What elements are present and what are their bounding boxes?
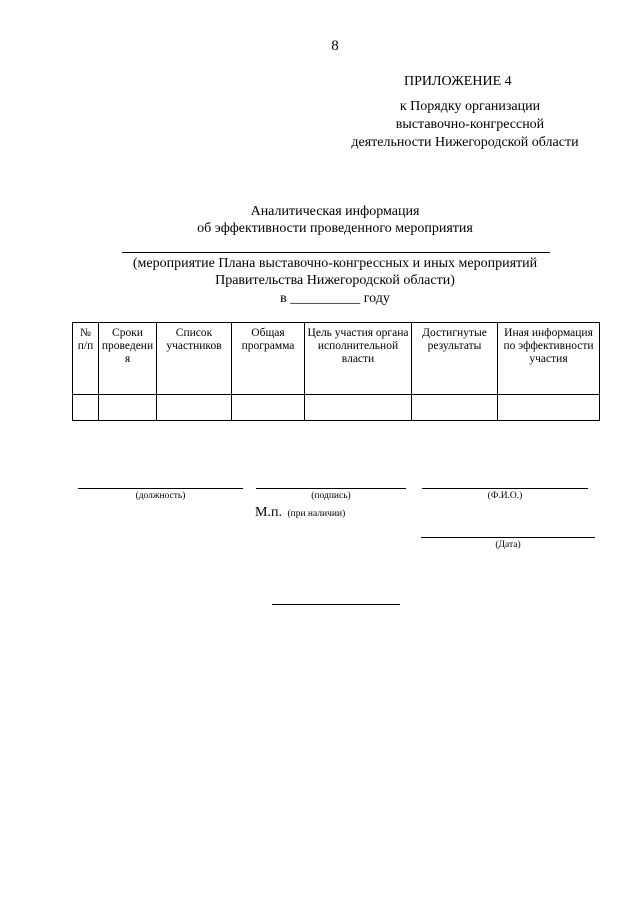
full-name-line [422,488,588,489]
date-label: (Дата) [495,540,521,550]
stamp-note: (при наличии) [287,509,346,519]
date-line [421,537,595,538]
year-line: в __________ году [280,291,390,306]
table-cell [412,395,498,421]
closing-separator-line [272,604,400,605]
column-header-program: Общая программа [232,323,305,395]
event-caption-line-2: Правительства Нижегородской области) [215,273,455,288]
document-title: Аналитическая информация [250,204,420,219]
table-cell [232,395,305,421]
table-row [73,395,600,421]
column-header-dates: Сроки проведения [99,323,157,395]
annex-line-3: деятельности Нижегородской области [351,135,579,150]
column-header-goal: Цель участия органа исполнительной власти [305,323,412,395]
analytics-table [72,322,600,421]
annex-title: ПРИЛОЖЕНИЕ 4 [404,74,512,89]
document-subtitle: об эффективности проведенного мероприятия [197,221,473,236]
position-label: (должность) [135,491,186,501]
table-cell [157,395,232,421]
column-header-participants: Список участников [157,323,232,395]
event-name-blank-line [122,252,550,253]
stamp-label: М.п. [255,505,282,520]
full-name-label: (Ф.И.О.) [487,491,523,501]
column-header-other-info: Иная информация по эффективности участия [498,323,600,395]
column-header-number: № п/п [73,323,99,395]
stamp-place [255,505,345,521]
table-header-row [73,323,600,395]
annex-line-1: к Порядку организации [399,99,541,114]
signature-line [256,488,406,489]
event-caption-line-1: (мероприятие Плана выставочно-конгрессных и иных мероприятий [132,256,538,271]
column-header-results: Достигнутые результаты [412,323,498,395]
table-cell [305,395,412,421]
signature-label: (подпись) [311,491,351,501]
page-number: 8 [331,38,339,54]
annex-line-2: выставочно-конгрессной [395,117,545,132]
table-cell [73,395,99,421]
table-cell [498,395,600,421]
table-cell [99,395,157,421]
position-line [78,488,243,489]
